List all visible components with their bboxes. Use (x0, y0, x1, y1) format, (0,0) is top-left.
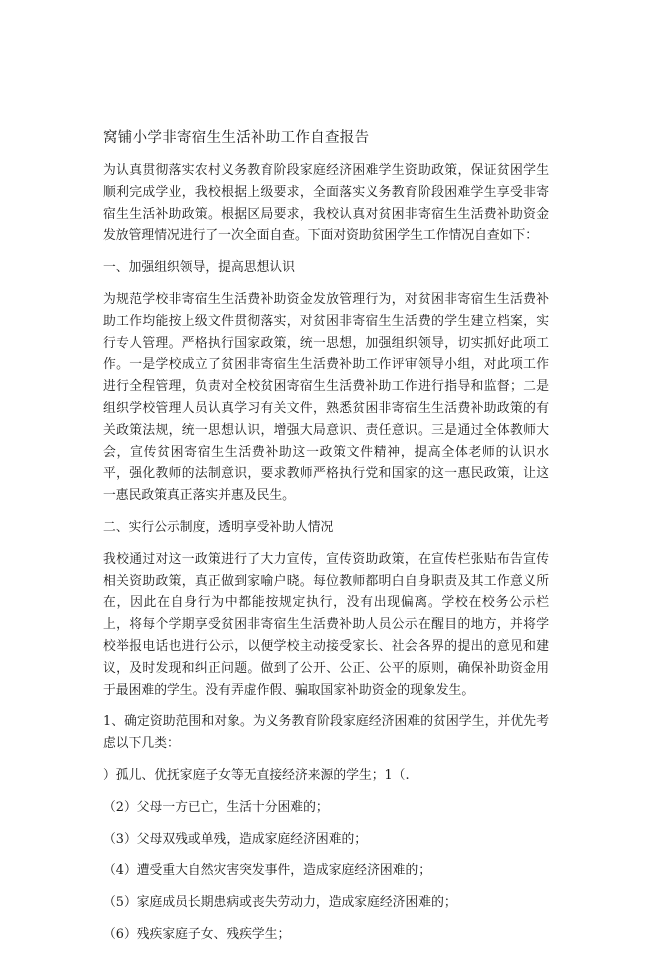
section-1-heading: 一、加强组织领导，提高思想认识 (103, 260, 295, 276)
document-page (103, 128, 549, 956)
document-title: 窝铺小学非寄宿生生活补助工作自查报告 (103, 130, 370, 146)
list-item: （4）遭受重大自然灾害突发事件，造成家庭经济困难的； (103, 863, 432, 879)
section-2-body: 我校通过对这一政策进行了大力宣传，宣传资助政策，在宣传栏张贴布告宣传相关资助政策，真正做到家喻户晓。每位教师都明白自身职责及其工作意义所在，因此在自身行为中都能按规定执行，没有出现偏离。学校在校务公示栏上，将每个学期享受贫困非寄宿生生活费补助人员公示在醒目的地方，并将学校举报电话也进行公示，以便学校主动接受家长、社会各界的提出的意见和建议，及时发现和纠正问题。做到了公开、公正、公平的原则，确保补助资金用于最困难的学生。没有弄虚作假、骗取国家补助资金的现象发生。 (103, 551, 549, 698)
section-1-body: 为规范学校非寄宿生生活费补助资金发放管理行为，对贫困非寄宿生生活费补助工作均能按上级文件贯彻落实，对贫困非寄宿生生活费的学生建立档案，实行专人管理。严格执行国家政策，统一思想，加强组织领导，切实抓好此项工作。一是学校成立了贫困非寄宿生生活费补助工作评审领导小组，对此项工作进行全程管理，负责对全校贫困寄宿生生活费补助工作进行指导和监督；二是组织学校管理人员认真学习有关文件，熟悉贫困非寄宿生生活费补助政策的有关政策法规，统一思想认识，增强大局意识、责任意识。三是通过全体教师大会，宣传贫困寄宿生生活费补助这一政策文件精神，提高全体老师的认识水平，强化教师的法制意识，要求教师严格执行党和国家的这一惠民政策，让这一惠民政策真正落实并惠及民生。 (103, 291, 549, 504)
list-item: （2）父母一方已亡，生活十分困难的； (103, 799, 329, 815)
list-item: （6）残疾家庭子女、残疾学生； (103, 926, 291, 942)
list-item: （5）家庭成员长期患病或丧失劳动力，造成家庭经济困难的； (103, 895, 457, 911)
list-item: ）孤儿、优抚家庭子女等无直接经济来源的学生；1（. (103, 767, 410, 783)
intro-paragraph: 为认真贯彻落实农村义务教育阶段家庭经济困难学生资助政策，保证贫困学生顺利完成学业，我校根据上级要求，全面落实义务教育阶段困难学生享受非寄宿生生活补助政策。根据区局要求，我校认真对贫困非寄宿生生活费补助资金发放管理情况进行了一次全面自查。下面对资助贫困学生工作情况自查如下： (103, 163, 549, 244)
section-2-heading: 二、实行公示制度，透明享受补助人情况 (103, 519, 334, 535)
list-item: （3）父母双残或单残，造成家庭经济困难的； (103, 831, 368, 847)
point-1-paragraph: 1、确定资助范围和对象。为义务教育阶段家庭经济困难的贫困学生，并优先考虑以下几类： (103, 714, 549, 752)
